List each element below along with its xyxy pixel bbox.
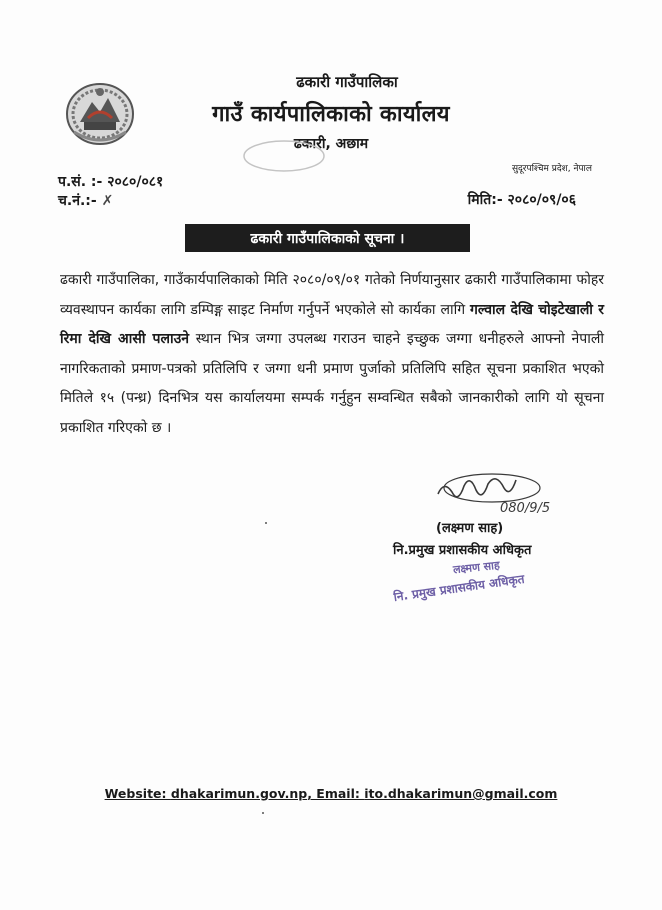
notice-body xyxy=(60,266,604,443)
notice-title: ढकारी गाउँपालिकाको सूचना । xyxy=(185,224,470,252)
reference-number: प.सं. :- २०८०/०८१ xyxy=(58,174,164,190)
scan-speck xyxy=(265,522,267,524)
stamp-signatory-name: लक्ष्मण साह xyxy=(452,558,501,577)
website-link[interactable]: dhakarimun.gov.np xyxy=(170,786,308,801)
scan-speck xyxy=(262,812,264,814)
stamp-signatory-title: नि. प्रमुख प्रशासकीय अधिकृत xyxy=(392,571,526,605)
dispatch-number xyxy=(58,191,113,210)
footer-contact xyxy=(0,786,662,801)
office-stamp-icon xyxy=(240,138,328,174)
body-part-2: स्थान भित्र जग्गा उपलब्ध गराउन चाहने इच्छुक जग्गा धनीहरुले आफ्नो नेपाली नागरिकताको प्रमाण-पत्रको प्रतिलिपि र जग्गा धनी प्रमाण पुर्जाको प्रतिलिपि सहित सूचना प्रकाशित भएको मितिले १५ (पन्ध्र) दिनभित्र यस कार्यालयमा सम्पर्क गर्नुहुन सम्वन्धित सबैको जानकारीको लागि यो सूचना प्रकाशित गरिएको छ । xyxy=(60,331,605,436)
notice-date: मिति:- २०८०/०९/०६ xyxy=(467,192,576,208)
signatory-name: (लक्ष्मण साह) xyxy=(436,521,504,536)
dispatch-mark: ✗ xyxy=(101,193,114,209)
signature-date: 080/9/5 xyxy=(500,501,550,516)
email-label: , Email: xyxy=(307,786,365,801)
email-link[interactable]: ito.dhakarimun@gmail.com xyxy=(364,786,558,801)
office-name: गाउँ कार्यपालिकाको कार्यालय xyxy=(212,102,450,127)
dispatch-label: च.नं.:- xyxy=(58,193,102,209)
signature-icon xyxy=(430,468,550,516)
province-label: सुदूरपश्चिम प्रदेश, नेपाल xyxy=(511,164,592,174)
body-highlight: गल्वाल देखि चोइटेखाली र रिमा देखि आसी पलाउने xyxy=(60,301,604,347)
signatory-title: नि.प्रमुख प्रशासकीय अधिकृत xyxy=(393,543,532,558)
office-address: ढकारी, अछाम xyxy=(293,136,369,152)
website-label: Website: xyxy=(104,786,171,801)
body-part-1: ढकारी गाउँपालिका, गाउँकार्यपालिकाको मिति २०८०/०९/०१ गतेको निर्णयानुसार ढकारी गाउँपालिकामा फोहर व्यवस्थापन कार्यका लागि डम्पिङ्ग साइट निर्माण गर्नुपर्ने भएकोले सो कार्यका लागि xyxy=(60,272,604,318)
municipality-name: ढकारी गाउँपालिका xyxy=(296,73,398,91)
